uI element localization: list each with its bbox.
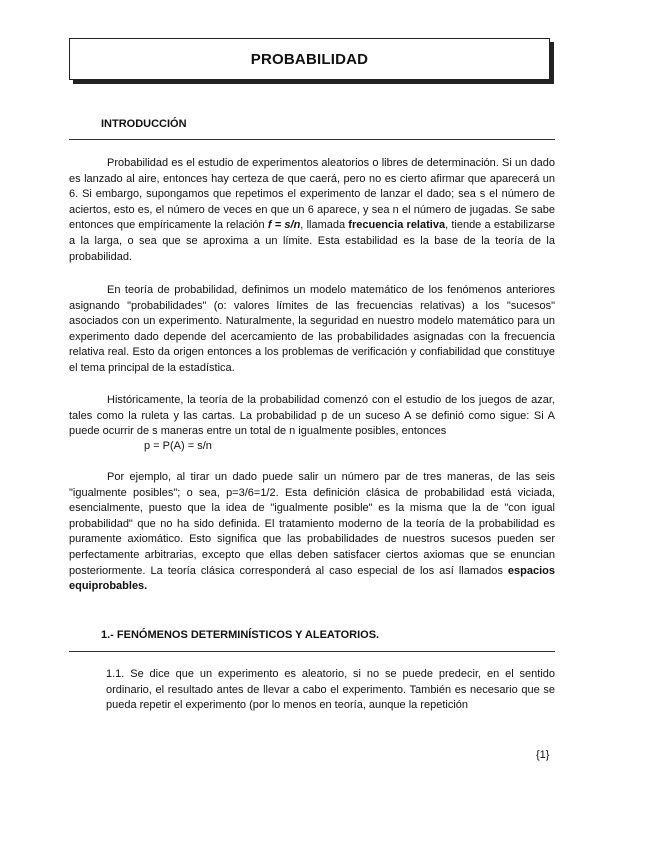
intro-heading: INTRODUCCIÓN — [101, 118, 187, 130]
section-1-heading: 1.- FENÓMENOS DETERMINÍSTICOS Y ALEATORIOS. — [101, 629, 380, 641]
page-title: PROBABILIDAD — [250, 50, 369, 68]
section-1-divider — [69, 651, 555, 652]
page-number: {1} — [536, 749, 550, 761]
paragraph-model: En teoría de probabilidad, definimos un modelo matemático de los fenómenos anteriores asignando "probabilidades" (o: valores límites de las frecuencias relativas) a los "sucesos" asociados con un experimento. Naturalmente, la seguridad en nuestro modelo matemático para un experimento dado depende del acercamiento de las probabilidades asignadas con la frecuencia relativa real. Esto da origen entonces a los problemas de verificación y confiabilidad que constituye el tema principal de la estadística. — [69, 284, 555, 374]
intro-divider — [69, 139, 555, 140]
title-box — [69, 38, 550, 80]
equiprobable-spaces-term: espacios equiprobables. — [69, 564, 555, 593]
subsection-1-1: 1.1. Se dice que un experimento es aleatorio, si no se puede predecir, en el sentido ordinario, el resultado antes de llevar a cabo el experimento. También es necesario que se pueda repetir el experimento (por lo menos en teoría, aunque la repetición — [106, 668, 555, 712]
paragraph-history: Históricamente, la teoría de la probabilidad comenzó con el estudio de los juegos de azar, tales como la ruleta y las cartas. La probabilidad p de un suceso A se definió como sigue: Si A puede ocurrir de s maneras entre un total de n igualmente posibles, entonces — [69, 394, 555, 438]
relative-frequency-formula: f = s/n — [267, 219, 301, 232]
paragraph-example: Por ejemplo, al tirar un dado puede salir un número par de tres maneras, de las seis "igualmente posibles"; o sea, p=3/6=1/2. Esta definición clásica de probabilidad está viciada, esencialmente, puesto que la idea de "igualmente posible" es la misma que la de "con igual probabilidad" que no ha sido definida. El tratamiento moderno de la teoría de la probabilidad es puramente axiomático. Esto significa que las probabilidades de nuestros sucesos pueden ser perfectamente arbitrarias, excepto que ellas deben satisfacer ciertos axiomas que se enuncian posteriormente. La teoría clásica corresponderá al caso especial de los así llamados espacios equiprobables. — [69, 471, 555, 593]
classic-probability-formula: p = P(A) = s/n — [144, 440, 212, 452]
paragraph-intro: Probabilidad es el estudio de experimentos aleatorios o libres de determinación. Si un dado es lanzado al aire, entonces hay certeza de que caerá, pero no es cierto afirmar que aparecerá un 6. Si embargo, supongamos que repetimos el experimento de lanzar el dado; sea s el número de aciertos, esto es, el número de veces en que un 6 aparece, y sea n el número de jugadas. Se sabe entonces que empíricamente la relación f = s/n, llamada frecuencia relativa, tiende a estabilizarse a la larga, o sea que se aproxima a un límite. Esta estabilidad es la base de la teoría de la probabilidad. — [69, 157, 555, 263]
relative-frequency-term: frecuencia relativa — [348, 219, 446, 232]
